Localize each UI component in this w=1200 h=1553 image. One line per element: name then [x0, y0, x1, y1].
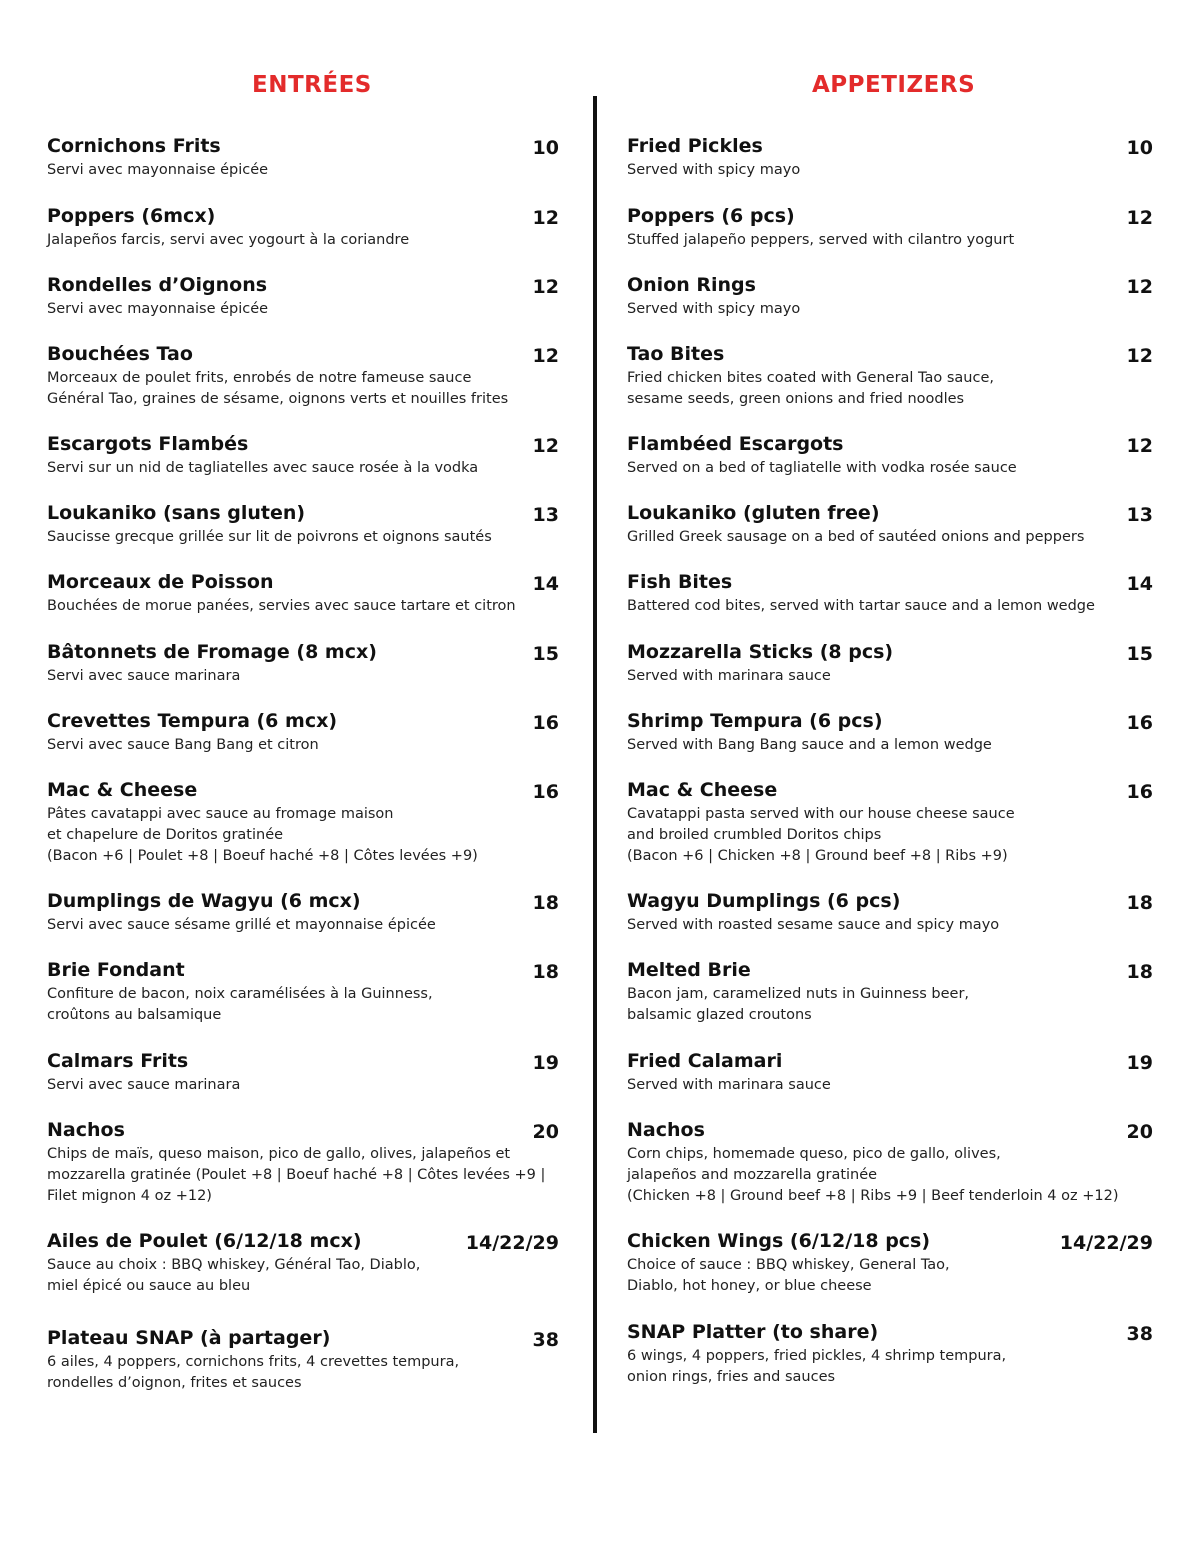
item-name: Nachos — [47, 1119, 125, 1141]
item-price: 16 — [1126, 781, 1153, 803]
item-name: Fried Calamari — [627, 1050, 783, 1072]
description-line: Diablo, hot honey, or blue cheese — [627, 1278, 872, 1294]
description-line: Served with spicy mayo — [627, 301, 801, 317]
item-description — [627, 527, 1084, 548]
description-line: Servi avec sauce Bang Bang et citron — [47, 737, 319, 753]
item-description — [627, 230, 1014, 251]
description-line: Served on a bed of tagliatelle with vodka rosée sauce — [627, 460, 1017, 476]
description-line: Pâtes cavatappi avec sauce au fromage maison — [47, 806, 394, 822]
fr-menu-item — [47, 343, 559, 410]
item-description — [47, 1352, 459, 1394]
item-description — [47, 666, 377, 687]
item-price: 14 — [532, 573, 559, 595]
item-price: 18 — [1126, 892, 1153, 914]
fr-menu-item — [47, 779, 559, 867]
en-menu-item — [627, 343, 1153, 410]
entrees-heading: ENTRÉES — [252, 72, 372, 98]
description-line: Filet mignon 4 oz +12) — [47, 1188, 212, 1204]
fr-menu-item — [47, 1230, 559, 1297]
column-divider — [593, 96, 597, 1433]
item-name: Calmars Frits — [47, 1050, 189, 1072]
fr-menu-item — [47, 135, 559, 181]
item-description — [627, 458, 1017, 479]
item-price: 20 — [1126, 1121, 1153, 1143]
item-price: 12 — [1126, 435, 1153, 457]
description-line: Fried chicken bites coated with General Tao sauce, — [627, 370, 995, 386]
en-menu-item — [627, 274, 1153, 320]
item-description — [627, 666, 893, 687]
item-price: 12 — [532, 435, 559, 457]
fr-menu-item — [47, 502, 559, 548]
en-menu-item — [627, 1050, 1153, 1096]
item-price: 12 — [532, 345, 559, 367]
item-name: Morceaux de Poisson — [47, 571, 274, 593]
fr-menu-item — [47, 571, 559, 617]
item-description — [47, 160, 268, 181]
en-menu-item — [627, 1119, 1153, 1207]
en-menu-item — [627, 710, 1153, 756]
en-menu-item — [627, 890, 1153, 936]
item-name: Flambéed Escargots — [627, 433, 844, 455]
item-price: 14 — [1126, 573, 1153, 595]
description-line: mozzarella gratinée (Poulet +8 | Boeuf haché +8 | Côtes levées +9 | — [47, 1167, 546, 1183]
fr-menu-item — [47, 1050, 559, 1096]
item-price: 10 — [1126, 137, 1153, 159]
item-price: 18 — [1126, 961, 1153, 983]
description-line: Servi avec mayonnaise épicée — [47, 301, 269, 317]
item-name: Mac & Cheese — [47, 779, 198, 801]
item-name: Bouchées Tao — [47, 343, 193, 365]
description-line: sesame seeds, green onions and fried noodles — [627, 391, 965, 407]
fr-menu-item — [47, 205, 559, 251]
description-line: et chapelure de Doritos gratinée — [47, 827, 284, 843]
description-line: balsamic glazed croutons — [627, 1007, 812, 1023]
item-description — [47, 1075, 240, 1096]
item-description — [47, 915, 436, 936]
en-menu-item — [627, 1321, 1153, 1388]
item-name: Chicken Wings (6/12/18 pcs) — [627, 1230, 931, 1252]
item-price: 19 — [1126, 1052, 1153, 1074]
item-price: 15 — [532, 643, 559, 665]
item-name: SNAP Platter (to share) — [627, 1321, 879, 1343]
description-line: Servi sur un nid de tagliatelles avec sauce rosée à la vodka — [47, 460, 479, 476]
item-name: Loukaniko (gluten free) — [627, 502, 880, 524]
item-description — [47, 1255, 420, 1297]
fr-menu-item — [47, 1119, 559, 1207]
item-description — [627, 804, 1015, 867]
item-description — [627, 1255, 950, 1297]
description-line: Cavatappi pasta served with our house cheese sauce — [627, 806, 1015, 822]
item-price: 13 — [1126, 504, 1153, 526]
item-price: 10 — [532, 137, 559, 159]
item-description — [627, 368, 994, 410]
fr-menu-item — [47, 890, 559, 936]
description-line: Jalapeños farcis, servi avec yogourt à la coriandre — [47, 232, 410, 248]
description-line: (Chicken +8 | Ground beef +8 | Ribs +9 | Beef tenderloin 4 oz +12) — [627, 1188, 1119, 1204]
item-description — [47, 299, 268, 320]
item-price: 14/22/29 — [1059, 1232, 1153, 1254]
item-price: 14/22/29 — [465, 1232, 559, 1254]
item-price: 13 — [532, 504, 559, 526]
item-name: Nachos — [627, 1119, 705, 1141]
item-price: 16 — [532, 781, 559, 803]
en-menu-item — [627, 779, 1153, 867]
item-price: 16 — [1126, 712, 1153, 734]
item-price: 18 — [532, 892, 559, 914]
description-line: Served with marinara sauce — [627, 668, 831, 684]
item-description — [47, 527, 492, 548]
item-name: Plateau SNAP (à partager) — [47, 1327, 331, 1349]
en-menu-item — [627, 1230, 1153, 1297]
item-description — [47, 230, 409, 251]
description-line: Served with Bang Bang sauce and a lemon wedge — [627, 737, 992, 753]
item-description — [47, 804, 478, 867]
description-line: Bouchées de morue panées, servies avec sauce tartare et citron — [47, 598, 516, 614]
item-name: Tao Bites — [627, 343, 725, 365]
item-description — [627, 160, 800, 181]
item-price: 12 — [532, 276, 559, 298]
item-description — [47, 368, 508, 410]
description-line: Grilled Greek sausage on a bed of sautéed onions and peppers — [627, 529, 1085, 545]
item-price: 18 — [532, 961, 559, 983]
item-price: 15 — [1126, 643, 1153, 665]
item-name: Fried Pickles — [627, 135, 763, 157]
description-line: Served with marinara sauce — [627, 1077, 831, 1093]
description-line: 6 wings, 4 poppers, fried pickles, 4 shrimp tempura, — [627, 1348, 1007, 1364]
description-line: miel épicé ou sauce au bleu — [47, 1278, 251, 1294]
item-description — [627, 1346, 1006, 1388]
item-name: Bâtonnets de Fromage (8 mcx) — [47, 641, 377, 663]
description-line: Choice of sauce : BBQ whiskey, General Tao, — [627, 1257, 950, 1273]
item-price: 19 — [532, 1052, 559, 1074]
description-line: Servi avec mayonnaise épicée — [47, 162, 269, 178]
en-menu-item — [627, 641, 1153, 687]
fr-menu-item — [47, 959, 559, 1026]
item-name: Mac & Cheese — [627, 779, 778, 801]
description-line: Saucisse grecque grillée sur lit de poivrons et oignons sautés — [47, 529, 492, 545]
en-menu-item — [627, 135, 1153, 181]
item-name: Mozzarella Sticks (8 pcs) — [627, 641, 894, 663]
en-menu-item — [627, 502, 1153, 548]
item-name: Dumplings de Wagyu (6 mcx) — [47, 890, 361, 912]
item-name: Melted Brie — [627, 959, 751, 981]
item-description — [627, 735, 992, 756]
description-line: and broiled crumbled Doritos chips — [627, 827, 882, 843]
description-line: Chips de maïs, queso maison, pico de gallo, olives, jalapeños et — [47, 1146, 511, 1162]
description-line: Bacon jam, caramelized nuts in Guinness beer, — [627, 986, 970, 1002]
item-name: Poppers (6mcx) — [47, 205, 216, 227]
description-line: Served with spicy mayo — [627, 162, 801, 178]
appetizers-heading: APPETIZERS — [812, 72, 976, 98]
item-description — [47, 984, 433, 1026]
item-price: 12 — [1126, 207, 1153, 229]
en-menu-item — [627, 205, 1153, 251]
fr-menu-item — [47, 274, 559, 320]
item-description — [627, 596, 1095, 617]
description-line: Servi avec sauce marinara — [47, 1077, 241, 1093]
item-price: 16 — [532, 712, 559, 734]
description-line: Servi avec sauce marinara — [47, 668, 241, 684]
description-line: croûtons au balsamique — [47, 1007, 222, 1023]
item-name: Rondelles d’Oignons — [47, 274, 268, 296]
description-line: Battered cod bites, served with tartar sauce and a lemon wedge — [627, 598, 1095, 614]
description-line: Servi avec sauce sésame grillé et mayonnaise épicée — [47, 917, 436, 933]
description-line: Morceaux de poulet frits, enrobés de notre fameuse sauce — [47, 370, 472, 386]
description-line: rondelles d’oignon, frites et sauces — [47, 1375, 302, 1391]
item-name: Ailes de Poulet (6/12/18 mcx) — [47, 1230, 362, 1252]
description-line: (Bacon +6 | Poulet +8 | Boeuf haché +8 | Côtes levées +9) — [47, 848, 478, 864]
item-description — [47, 1144, 545, 1207]
item-description — [47, 596, 516, 617]
item-description — [627, 1144, 1118, 1207]
description-line: Général Tao, graines de sésame, oignons verts et nouilles frites — [47, 391, 509, 407]
description-line: 6 ailes, 4 poppers, cornichons frits, 4 crevettes tempura, — [47, 1354, 460, 1370]
item-price: 38 — [532, 1329, 559, 1351]
item-name: Wagyu Dumplings (6 pcs) — [627, 890, 901, 912]
en-menu-item — [627, 433, 1153, 479]
item-description — [627, 915, 999, 936]
description-line: onion rings, fries and sauces — [627, 1369, 836, 1385]
item-name: Shrimp Tempura (6 pcs) — [627, 710, 883, 732]
item-name: Fish Bites — [627, 571, 733, 593]
item-price: 20 — [532, 1121, 559, 1143]
item-description — [627, 299, 800, 320]
description-line: Confiture de bacon, noix caramélisées à la Guinness, — [47, 986, 433, 1002]
description-line: (Bacon +6 | Chicken +8 | Ground beef +8 | Ribs +9) — [627, 848, 1008, 864]
item-price: 12 — [1126, 276, 1153, 298]
description-line: Sauce au choix : BBQ whiskey, Général Tao, Diablo, — [47, 1257, 421, 1273]
item-name: Cornichons Frits — [47, 135, 221, 157]
description-line: Corn chips, homemade queso, pico de gallo, olives, — [627, 1146, 1001, 1162]
item-price: 12 — [1126, 345, 1153, 367]
item-name: Onion Rings — [627, 274, 756, 296]
item-price: 38 — [1126, 1323, 1153, 1345]
item-price: 12 — [532, 207, 559, 229]
description-line: Served with roasted sesame sauce and spicy mayo — [627, 917, 1000, 933]
description-line: jalapeños and mozzarella gratinée — [627, 1167, 878, 1183]
en-menu-item — [627, 959, 1153, 1026]
fr-menu-item — [47, 641, 559, 687]
item-description — [47, 458, 478, 479]
item-name: Poppers (6 pcs) — [627, 205, 795, 227]
item-name: Loukaniko (sans gluten) — [47, 502, 306, 524]
item-name: Escargots Flambés — [47, 433, 249, 455]
fr-menu-item — [47, 1327, 559, 1394]
description-line: Stuffed jalapeño peppers, served with cilantro yogurt — [627, 232, 1015, 248]
fr-menu-item — [47, 433, 559, 479]
fr-menu-item — [47, 710, 559, 756]
item-description — [47, 735, 337, 756]
en-menu-item — [627, 571, 1153, 617]
item-name: Brie Fondant — [47, 959, 185, 981]
item-name: Crevettes Tempura (6 mcx) — [47, 710, 338, 732]
item-description — [627, 1075, 831, 1096]
item-description — [627, 984, 969, 1026]
